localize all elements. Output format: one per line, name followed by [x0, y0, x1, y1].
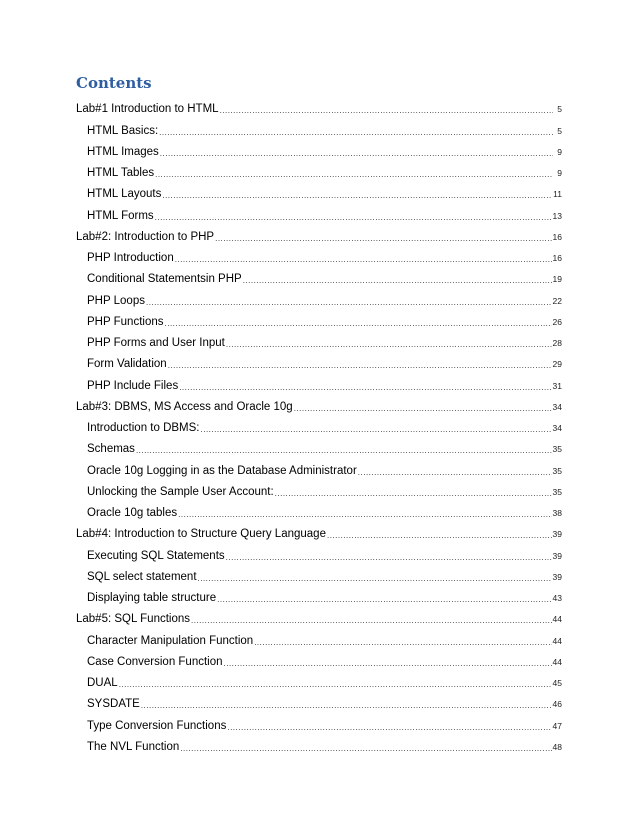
toc-entry-label: PHP Include Files: [87, 379, 179, 392]
toc-page-number: 28: [552, 338, 562, 348]
toc-page-number: 9: [557, 168, 562, 178]
toc-page-number: 47: [552, 720, 562, 731]
toc-chapter-entry[interactable]: [76, 393, 562, 414]
toc-dot-leader: [217, 595, 551, 605]
toc-section-entry[interactable]: [76, 690, 562, 711]
toc-dot-leader: [226, 553, 552, 563]
toc-dot-leader: [155, 213, 552, 223]
toc-dot-leader: [179, 383, 551, 393]
toc-dot-leader: [226, 340, 552, 350]
toc-section-entry[interactable]: [76, 350, 562, 371]
toc-entry-label: The NVL Function: [87, 740, 180, 753]
toc-section-entry[interactable]: [76, 265, 562, 286]
toc-page-number: 45: [552, 678, 562, 688]
toc-section-entry[interactable]: [76, 371, 562, 392]
toc-chapter-entry[interactable]: [76, 95, 562, 116]
toc-section-entry[interactable]: [76, 435, 562, 456]
toc-page-number: 34: [552, 401, 562, 412]
table-of-contents: [76, 95, 562, 754]
toc-entry-label: Lab#4: Introduction to Structure Query Language: [76, 528, 326, 541]
toc-section-entry[interactable]: [76, 626, 562, 647]
toc-section-entry[interactable]: [76, 159, 562, 180]
toc-dot-leader: [224, 659, 552, 669]
toc-entry-label: Oracle 10g Logging in as the Database Administrator: [87, 464, 357, 477]
toc-page-number: 11: [553, 189, 562, 200]
toc-page-number: 43: [552, 593, 562, 603]
toc-dot-leader: [243, 276, 552, 286]
toc-section-entry[interactable]: [76, 733, 562, 754]
toc-entry-label: HTML Layouts: [87, 188, 162, 201]
toc-section-entry[interactable]: [76, 138, 562, 159]
toc-entry-label: Lab#3: DBMS, MS Access and Oracle 10g: [76, 400, 293, 413]
toc-dot-leader: [220, 106, 553, 116]
toc-page-number: 35: [552, 465, 562, 476]
toc-page-number: 16: [552, 231, 562, 242]
toc-entry-label: Lab#1 Introduction to HTML: [76, 103, 219, 116]
toc-section-entry[interactable]: [76, 116, 562, 137]
toc-dot-leader: [327, 531, 552, 541]
toc-page-number: 26: [552, 316, 562, 327]
toc-section-entry[interactable]: [76, 180, 562, 201]
toc-page-number: 39: [552, 550, 562, 561]
toc-dot-leader: [201, 425, 552, 435]
toc-page-number: 34: [552, 423, 562, 433]
toc-entry-label: Character Manipulation Function: [87, 634, 254, 647]
toc-section-entry[interactable]: [76, 201, 562, 222]
toc-section-entry[interactable]: [76, 541, 562, 562]
toc-entry-label: SQL select statement: [87, 570, 197, 583]
toc-page-number: 9: [557, 146, 562, 157]
toc-dot-leader: [175, 255, 552, 265]
toc-entry-label: Oracle 10g tables: [87, 507, 178, 519]
toc-dot-leader: [215, 234, 551, 244]
toc-chapter-entry[interactable]: [76, 605, 562, 626]
toc-page-number: 16: [552, 253, 562, 263]
toc-entry-label: Unlocking the Sample User Account:: [87, 485, 274, 498]
toc-entry-label: HTML Images: [87, 145, 159, 158]
toc-section-entry[interactable]: [76, 563, 562, 584]
toc-entry-label: SYSDATE: [87, 698, 140, 711]
toc-section-entry[interactable]: [76, 414, 562, 435]
toc-page-number: 13: [552, 210, 562, 221]
toc-dot-leader: [275, 489, 552, 499]
toc-section-entry[interactable]: [76, 456, 562, 477]
toc-dot-leader: [162, 191, 552, 201]
toc-page-number: 5: [557, 104, 562, 115]
toc-entry-label: Schemas: [87, 443, 135, 456]
toc-page-number: 35: [552, 444, 562, 455]
toc-page-number: 39: [552, 571, 562, 582]
toc-page-number: 44: [552, 656, 562, 667]
toc-page-number: 46: [552, 699, 562, 710]
toc-entry-label: PHP Introduction: [87, 252, 174, 264]
toc-dot-leader: [227, 723, 551, 733]
toc-section-entry[interactable]: [76, 711, 562, 732]
toc-dot-leader: [141, 701, 552, 711]
toc-entry-label: Form Validation: [87, 358, 167, 371]
toc-entry-label: DUAL: [87, 677, 118, 689]
toc-page-number: 22: [552, 295, 562, 306]
toc-title: Contents: [76, 74, 152, 92]
toc-entry-label: Case Conversion Function: [87, 655, 223, 668]
toc-entry-label: Lab#2: Introduction to PHP: [76, 230, 215, 243]
toc-page-number: 5: [557, 125, 562, 136]
toc-entry-label: Displaying table structure: [87, 592, 217, 604]
toc-page-number: 19: [552, 274, 562, 285]
toc-section-entry[interactable]: [76, 478, 562, 499]
toc-section-entry[interactable]: [76, 499, 562, 520]
toc-page-number: 48: [552, 741, 562, 752]
toc-dot-leader: [294, 404, 552, 414]
toc-page-number: 39: [552, 529, 562, 540]
toc-dot-leader: [191, 616, 552, 626]
toc-page-number: 35: [552, 486, 562, 497]
toc-dot-leader: [136, 446, 552, 456]
toc-entry-label: PHP Functions: [87, 315, 164, 328]
toc-entry-label: Lab#5: SQL Functions: [76, 613, 191, 626]
toc-chapter-entry[interactable]: [76, 223, 562, 244]
toc-section-entry[interactable]: [76, 308, 562, 329]
toc-section-entry[interactable]: [76, 286, 562, 307]
toc-dot-leader: [155, 170, 553, 180]
toc-entry-label: HTML Tables: [87, 167, 155, 179]
toc-dot-leader: [254, 638, 551, 648]
toc-dot-leader: [358, 468, 552, 478]
toc-dot-leader: [165, 319, 552, 329]
toc-page-number: 44: [552, 614, 562, 625]
toc-section-entry[interactable]: [76, 244, 562, 265]
toc-page-number: 38: [552, 508, 562, 518]
toc-entry-label: PHP Forms and User Input: [87, 337, 225, 349]
toc-dot-leader: [178, 510, 551, 520]
toc-chapter-entry[interactable]: [76, 520, 562, 541]
toc-page-number: 44: [552, 635, 562, 646]
toc-dot-leader: [168, 361, 552, 371]
toc-entry-label: HTML Forms: [87, 209, 154, 222]
toc-section-entry[interactable]: [76, 669, 562, 690]
toc-entry-label: Type Conversion Functions: [87, 719, 227, 732]
toc-section-entry[interactable]: [76, 584, 562, 605]
toc-dot-leader: [180, 744, 551, 754]
toc-dot-leader: [198, 574, 552, 584]
toc-entry-label: PHP Loops: [87, 294, 145, 307]
toc-section-entry[interactable]: [76, 648, 562, 669]
toc-dot-leader: [159, 128, 553, 138]
toc-entry-label: Conditional Statementsin PHP: [87, 273, 242, 286]
toc-dot-leader: [160, 149, 553, 159]
toc-page-number: 29: [552, 359, 562, 370]
toc-dot-leader: [146, 298, 552, 308]
toc-section-entry[interactable]: [76, 329, 562, 350]
toc-entry-label: HTML Basics:: [87, 124, 159, 137]
toc-entry-label: Executing SQL Statements: [87, 549, 225, 562]
toc-page-number: 31: [552, 380, 562, 391]
toc-entry-label: Introduction to DBMS:: [87, 422, 200, 434]
toc-dot-leader: [119, 680, 552, 690]
